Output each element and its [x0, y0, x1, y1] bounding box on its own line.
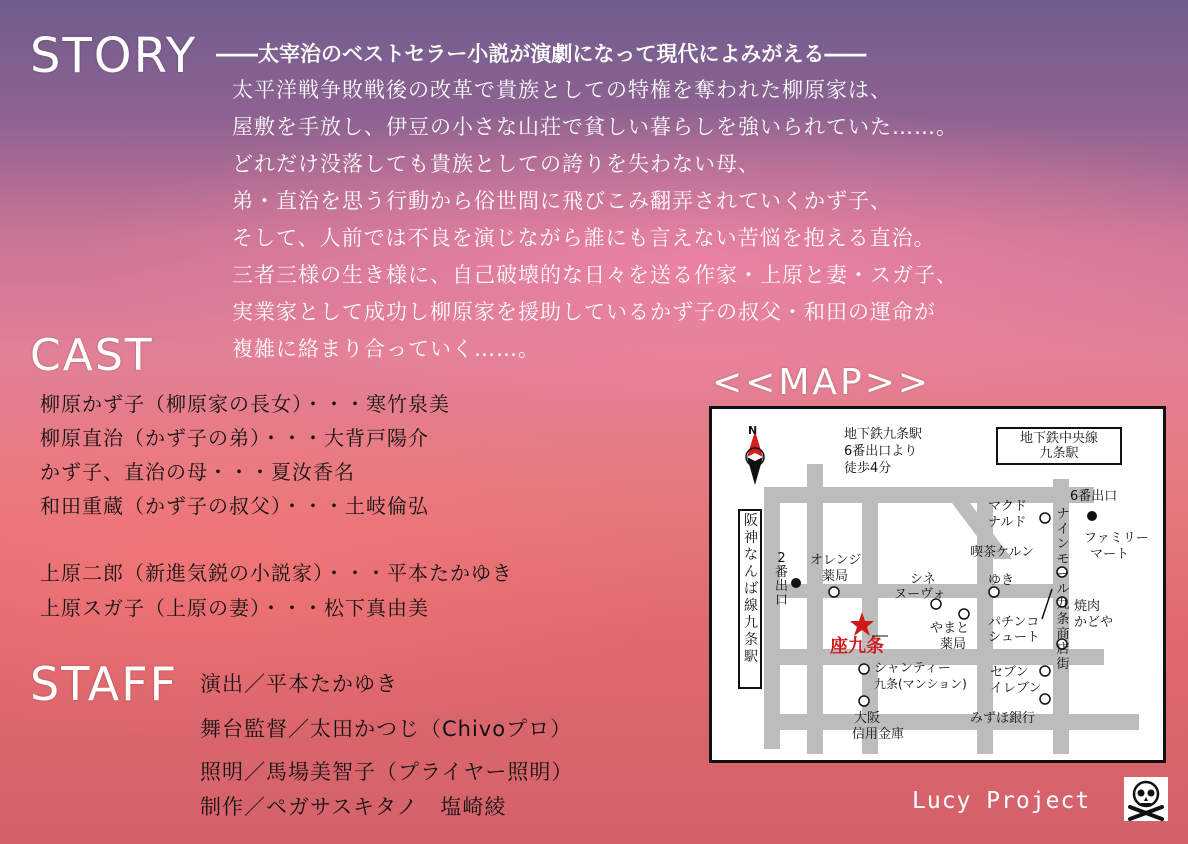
seven-eleven-1: セブン — [990, 665, 1029, 680]
story-line: 弟・直治を思う行動から俗世間に飛びこみ翻弄されていくかず子、 — [232, 189, 892, 213]
landmark-dot-icon — [829, 587, 839, 597]
yamato-pharmacy-2: 薬局 — [940, 637, 967, 652]
mcdonalds-2: ナルド — [988, 515, 1027, 530]
chantilly-2: 九条(マンション) — [874, 677, 967, 691]
story-line: 複雑に絡まり合っていく……。 — [232, 337, 540, 361]
chuo-line-label-1: 地下鉄中央線 — [1019, 431, 1098, 446]
road — [807, 464, 823, 754]
north-label: N — [748, 424, 758, 437]
pachinko-2: シュート — [988, 630, 1040, 645]
exit-dot-icon — [791, 578, 801, 588]
venue-label: 座九条 — [830, 636, 884, 657]
story-line: 屋敷を手放し、伊豆の小さな山荘で貧しい暮らしを強いられていた……。 — [232, 115, 958, 139]
landmark-dot-icon — [989, 587, 999, 597]
project-name: Lucy Project — [912, 788, 1091, 814]
story-heading: STORY — [30, 28, 198, 84]
orange-pharmacy-1: オレンジ — [810, 553, 862, 568]
shopping-street-label: ナインモール九条商店街 — [1056, 507, 1070, 672]
chuo-line-station — [996, 427, 1122, 465]
mizuho-bank: みずほ銀行 — [970, 711, 1036, 726]
landmark-dot-icon — [1040, 666, 1050, 676]
exit-6-label: 6番出口 — [1070, 489, 1118, 504]
access-map — [709, 406, 1166, 763]
map-heading: <<MAP>> — [712, 362, 932, 403]
kujo-directions-2: 6番出口より — [844, 444, 918, 459]
mcdonalds-1: マクド — [988, 499, 1028, 514]
osaka-shinkin-1: 大阪 — [854, 711, 881, 726]
story-line: そして、人前では不良を演じながら誰にも言えない苦悩を抱える直治。 — [232, 226, 936, 250]
seven-eleven-2: イレブン — [990, 681, 1042, 696]
staff-line: 演出／平本たかゆき — [200, 672, 398, 696]
osaka-shinkin-2: 信用金庫 — [852, 727, 905, 742]
yuki: ゆき — [988, 573, 1015, 588]
staff-heading: STAFF — [30, 657, 179, 711]
staff-line: 制作／ペガサスキタノ 塩崎綾 — [200, 795, 507, 819]
road — [764, 714, 1139, 730]
cast-line: 上原二郎（新進気鋭の小説家）・・・平本たかゆき — [40, 561, 513, 585]
family-mart-2: マート — [1090, 547, 1130, 562]
story-line: どれだけ没落しても貴族としての誇りを失わない母、 — [232, 152, 760, 176]
landmark-dot-icon — [859, 696, 869, 706]
exit-2-label: 2番出口 — [774, 551, 788, 608]
landmark-dot-icon — [1040, 694, 1050, 704]
cast-line: 上原スガ子（上原の妻）・・・松下真由美 — [40, 596, 429, 620]
pachinko-1: パチンコ — [988, 615, 1040, 630]
story-line: 三者三様の生き様に、自己破壊的な日々を送る作家・上原と妻・スガ子、 — [232, 263, 958, 287]
orange-pharmacy-2: 薬局 — [822, 569, 849, 584]
staff-line: 舞台監督／太田かつじ（Chivoプロ） — [200, 717, 573, 741]
chuo-line-label-2: 九条駅 — [1039, 446, 1079, 461]
landmark-dot-icon — [959, 609, 969, 619]
story-tagline: ――太宰治のベストセラー小説が演劇になって現代によみがえる―― — [216, 42, 867, 66]
cine-nouveau-1: シネ — [910, 572, 936, 587]
road — [764, 487, 780, 749]
story-line: 太平洋戦争敗戦後の改革で貴族としての特権を奪われた柳原家は、 — [232, 78, 892, 102]
yakiniku-1: 焼肉 — [1074, 599, 1101, 614]
yamato-pharmacy-1: やまと — [930, 621, 970, 636]
staff-line: 照明／馬場美智子（プライヤー照明） — [200, 760, 574, 784]
cine-nouveau-2: ヌーヴォ — [894, 587, 946, 602]
cast-heading: CAST — [30, 330, 154, 381]
landmark-dot-icon — [1040, 513, 1050, 523]
chantilly-1: シャンティー — [874, 661, 951, 676]
cast-line: かず子、直治の母・・・夏汝香名 — [40, 460, 355, 484]
kujo-directions-1: 地下鉄九条駅 — [844, 427, 923, 442]
yakiniku-2: かどや — [1074, 615, 1114, 630]
hanshin-station: 阪神なんば線九条駅 — [738, 509, 762, 689]
kujo-directions-3: 徒歩4分 — [844, 461, 892, 476]
story-line: 実業家として成功し柳原家を援助しているかず子の叔父・和田の運命が — [232, 300, 936, 324]
skull-crossbones-icon — [1124, 777, 1168, 821]
family-mart-1: ファミリー — [1084, 531, 1149, 546]
landmark-dot-icon — [859, 664, 869, 674]
cast-line: 和田重蔵（かず子の叔父）・・・土岐倫弘 — [40, 494, 429, 518]
cast-line: 柳原直治（かず子の弟）・・・大背戸陽介 — [40, 426, 429, 450]
cast-line: 柳原かず子（柳原家の長女）・・・寒竹泉美 — [40, 392, 450, 416]
north-arrow-icon — [746, 431, 764, 485]
exit-dot-icon — [1087, 511, 1097, 521]
kissa-keruto: 喫茶ケルン — [970, 545, 1035, 560]
